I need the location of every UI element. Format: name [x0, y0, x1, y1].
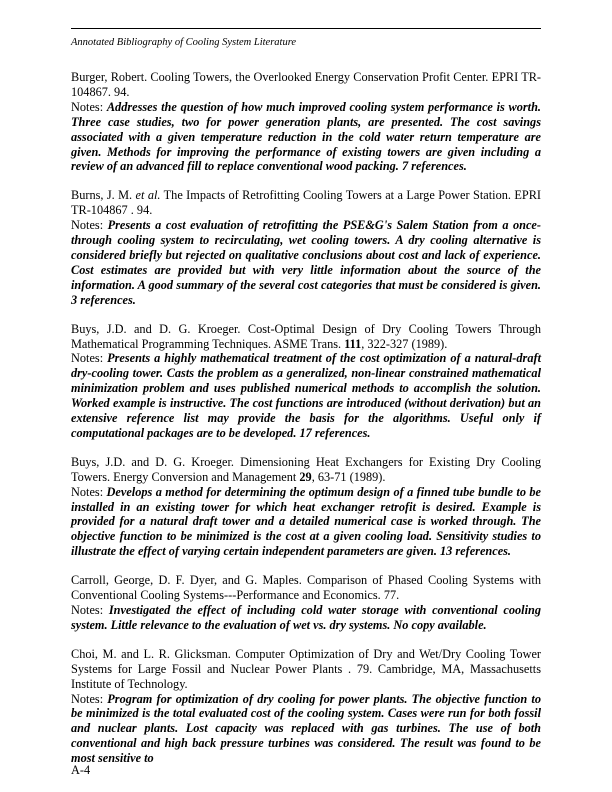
bibliography-entry: [71, 455, 541, 559]
running-header: Annotated Bibliography of Cooling System Literature: [71, 37, 297, 48]
page-number: A-4: [71, 763, 91, 777]
bibliography-entries: [71, 70, 541, 766]
citation-segment: et al.: [135, 188, 161, 203]
notes-body: Develops a method for determining the optimum design of a finned tube bundle to be installed in an existing tower for which heat exchanger retrofit is desired. Example is provided for a natural draft tower and a detailed numerical case is worked through. The objective function to be minimized is the cost at a given cooling load. Sensitivity studies to illustrate the effect of varying certain independent parameters are given. 13 references.: [71, 484, 541, 559]
notes-label: Notes:: [71, 691, 108, 706]
notes-body: Presents a cost evaluation of retrofitting the PSE&G's Salem Station from a once-through cooling system to recirculating, wet cooling towers. A dry cooling alternative is considered briefly but rejected on qualitative conclusions about cost and lack of experience. Cost estimates are provided but with very little information about the source of the information. A good summary of the several cost categories that must be considered is given. 3 references.: [71, 218, 541, 307]
citation-segment: Carroll, George, D. F. Dyer, and G. Maples. Comparison of Phased Cooling Systems with Conventional Cooling Systems---Performance and Economics. 77.: [71, 573, 541, 603]
notes: [71, 100, 541, 175]
notes-label: Notes:: [71, 99, 107, 114]
bibliography-entry: [71, 647, 541, 766]
citation: [71, 455, 541, 485]
citation-segment: 111: [344, 336, 362, 351]
citation-segment: Buys, J.D. and D. G. Kroeger. Cost-Optimal Design of Dry Cooling Towers Through Mathematical Programming Techniques. ASME Trans.: [71, 321, 541, 351]
notes-label: Notes:: [71, 484, 107, 499]
notes-label: Notes:: [71, 603, 109, 617]
citation-segment: Burns, J. M.: [71, 188, 136, 203]
notes-body: Presents a highly mathematical treatment of the cost optimization of a natural-draft dry-cooling tower. Casts the problem as a generalized, non-linear constrained mathematical minimization problem and uses published numerical methods to accomplish the solution. Worked example is instructive. The cost functions are introduced (without derivation) but an extensive reference list may provide the basis for the algorithms. Useful only if computational packages are to be developed. 17 references.: [71, 351, 541, 440]
notes: [71, 603, 541, 633]
citation-segment: The Impacts of Retrofitting Cooling Towers at a Large Power Station. EPRI TR-104867 . 94.: [71, 188, 541, 218]
notes-body: Addresses the question of how much improved cooling system performance is worth. Three case studies, two for power generation plants, are presented. The cost savings associated with a given temperature reduction in the cold water return temperature are given. Methods for improving the performance of existing towers are given including a review of an advanced fill to replace conventional wood packing. 7 references.: [71, 99, 542, 174]
citation: [71, 322, 541, 352]
header-rule: [71, 28, 541, 29]
bibliography-entry: [71, 188, 541, 307]
citation: [71, 647, 541, 692]
notes: [71, 692, 541, 767]
citation: [71, 573, 541, 603]
bibliography-entry: [71, 322, 541, 441]
notes-label: Notes:: [71, 218, 108, 233]
notes: [71, 218, 541, 307]
citation-segment: Buys, J.D. and D. G. Kroeger. Dimensioning Heat Exchangers for Existing Dry Cooling Towers. Energy Conversion and Management: [71, 454, 541, 484]
citation: [71, 70, 541, 100]
notes-label: Notes:: [71, 351, 108, 366]
notes-body: Investigated the effect of including cold water storage with conventional cooling system. Little relevance to the evaluation of wet vs. dry systems. No copy available.: [71, 603, 541, 632]
citation-segment: 29: [299, 469, 312, 484]
notes-body: Program for optimization of dry cooling for power plants. The objective function to be minimized is the total evaluated cost of the cooling system. Cases were run for both fossil and nuclear plants. Lost capacity was replaced with gas turbines. The use of both conventional and high back pressure turbines was considered. The result was found to be most sensitive to: [71, 691, 541, 766]
citation-segment: , 322-327 (1989).: [361, 336, 448, 351]
notes: [71, 485, 541, 560]
citation: [71, 188, 541, 218]
bibliography-entry: [71, 573, 541, 633]
bibliography-entry: [71, 70, 541, 174]
notes: [71, 351, 541, 440]
citation-segment: , 63-71 (1989).: [311, 469, 386, 484]
citation-segment: Burger, Robert. Cooling Towers, the Overlooked Energy Conservation Profit Center. EPRI TR-104867. 94.: [71, 70, 541, 99]
citation-segment: Choi, M. and L. R. Glicksman. Computer Optimization of Dry and Wet/Dry Cooling Tower Systems for Large Fossil and Nuclear Power Plants . 79. Cambridge, MA, Massachusetts Institute of Technology.: [71, 646, 541, 691]
